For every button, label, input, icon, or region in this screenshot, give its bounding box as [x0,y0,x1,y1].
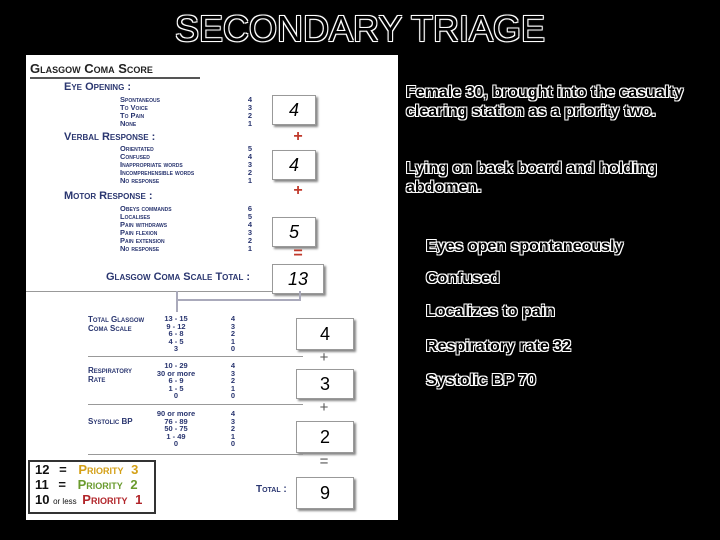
rts-resp-range: 30 or more [156,368,196,378]
priority-row-3 [30,462,154,477]
rts-gcs-score: 4 [230,314,236,323]
priority-row-1 [30,492,154,507]
motor-option: Pain extension [120,236,165,245]
rts-gcs-range: 3 [173,344,179,353]
priority-score: 12 [35,462,50,477]
note-bp: Systolic BP 70 [426,372,536,389]
eye-option: To Pain [120,111,145,120]
rts-gcs-range: 4 - 5 [168,336,184,346]
verbal-score: 4 [247,152,253,161]
priority-word: Priority [82,492,128,507]
rts-resp-score: 3 [230,368,236,378]
motor-score: 2 [247,236,253,245]
verbal-option: Incomprehensible words [120,168,195,177]
motor-response-label: Motor Response : [64,190,153,202]
rts-resp-score: 2 [230,376,236,385]
motor-score: 6 [247,204,253,213]
priority-eq: = [59,462,67,477]
equals-sign: = [293,245,303,262]
verbal-score-box: 4 [272,150,316,180]
note-eyes: Eyes open spontaneously [426,238,624,255]
rts-bp-score: 2 [230,424,236,433]
rts-resp-range: 10 - 29 [164,361,188,370]
rts-bp-score: 3 [230,416,236,426]
priority-level: 1 [135,492,143,507]
priority-key [28,460,156,514]
priority-row-2 [30,477,154,492]
rts-bp-label: Systolic BP [88,417,133,426]
rts-gcs-score: 2 [230,329,236,338]
motor-score: 4 [247,220,253,229]
verbal-option: Confused [120,152,150,161]
rts-gcs-score: 3 [230,321,236,331]
gcs-link-bracket [176,291,301,301]
rts-bp-range: 0 [173,439,179,448]
rts-resp-score: 4 [230,361,236,370]
rts-gcs-label-text: Total Glasgow Coma Scale [88,315,145,333]
triage-score-card [26,55,398,520]
eye-opening-label: Eye Opening : [64,81,132,93]
rts-gcs-range: 6 - 8 [168,329,184,338]
rts-bp-scores [228,410,238,448]
rts-divider [88,356,303,357]
rts-bp-box: 2 [296,421,354,453]
rts-resp-box: 3 [296,369,354,399]
motor-option: Obeys commands [120,204,172,213]
verbal-option: Orientated [120,144,154,153]
verbal-response-options [120,145,194,185]
rts-resp-score: 0 [230,391,236,400]
rts-resp-ranges [156,362,196,400]
rts-resp-range: 6 - 9 [168,376,184,385]
eye-score: 3 [247,103,253,112]
rts-bp-range: 90 or more [156,409,196,418]
rts-total-box: 9 [296,477,354,509]
priority-score: 11 [35,477,49,492]
eye-option: To Voice [120,103,148,112]
motor-response-scores [245,205,255,253]
gcs-heading: Glasgow Coma Score [30,61,153,76]
rts-gcs-scores [228,315,238,353]
eye-option: Spontaneous [120,95,160,104]
note-resp: Respiratory rate 32 [426,338,571,355]
verbal-score: 3 [247,160,253,169]
patient-position: Lying on back board and holding abdomen. [406,160,657,196]
rts-divider [88,404,303,405]
rts-bp-range: 76 - 89 [164,416,188,426]
rts-resp-range: 0 [173,391,179,400]
slide-title: SECONDARY TRIAGE [174,8,546,49]
motor-score-box: 5 [272,217,316,247]
rts-bp-score: 1 [230,431,236,441]
verbal-option: No response [120,176,160,185]
plus-sign: + [293,128,303,145]
motor-option: Pain withdraws [120,220,168,229]
motor-option: No response [120,244,160,253]
gcs-total-label: Glasgow Coma Scale Total : [106,271,251,283]
motor-option: Pain flexion [120,228,158,237]
verbal-response-scores [245,145,255,185]
rts-bp-range: 1 - 49 [166,431,186,441]
rts-bp-score: 4 [230,409,236,418]
plus-sign: + [293,182,303,199]
eye-opening-scores [245,96,255,128]
motor-score: 5 [247,212,253,221]
rts-resp-scores [228,362,238,400]
motor-response-options [120,205,172,253]
motor-option: Localises [120,212,151,221]
rts-resp-label: Respiratory Rate [88,366,133,384]
priority-eq: = [58,477,66,492]
gcs-link-stem [176,298,178,312]
rts-gcs-label [88,315,150,333]
gcs-total-box: 13 [272,264,324,294]
rts-gcs-score: 1 [230,336,236,346]
eye-opening-options [120,96,160,128]
rts-divider [88,454,303,455]
plus-sign: + [319,349,329,366]
plus-sign: + [319,399,329,416]
rts-gcs-ranges [160,315,192,353]
verbal-response-label: Verbal Response : [64,131,156,143]
verbal-score: 5 [247,144,253,153]
verbal-score: 2 [247,168,253,177]
eye-score: 2 [247,111,253,120]
rts-gcs-range: 13 - 15 [164,314,188,323]
priority-or-less: or less [53,497,77,506]
priority-level: 3 [131,462,139,477]
note-verbal: Confused [426,270,500,287]
rts-gcs-range: 9 - 12 [166,321,186,331]
verbal-option: Inappropriate words [120,160,183,169]
case-description: Female 30, brought into the casualty clearing station as a priority two. [406,84,684,120]
eye-score: 4 [247,95,253,104]
rts-resp-range: 1 - 5 [168,383,184,393]
rts-total-label: Total : [256,484,287,495]
motor-score: 3 [247,228,253,237]
note-motor: Localizes to pain [426,303,555,320]
equals-sign: = [319,453,329,470]
rts-bp-range: 50 - 75 [164,424,188,433]
eye-option: None [120,119,137,128]
priority-level: 2 [130,477,138,492]
rts-bp-score: 0 [230,439,236,448]
priority-word: Priority [78,462,124,477]
motor-score: 1 [247,244,253,253]
eye-score-box: 4 [272,95,316,125]
rts-gcs-score: 0 [230,344,236,353]
eye-score: 1 [247,119,253,128]
gcs-heading-underline [30,77,200,79]
rts-resp-score: 1 [230,383,236,393]
verbal-score: 1 [247,176,253,185]
rts-gcs-box: 4 [296,318,354,350]
priority-word: Priority [77,477,123,492]
priority-score: 10 [35,492,50,507]
rts-bp-ranges [156,410,196,448]
